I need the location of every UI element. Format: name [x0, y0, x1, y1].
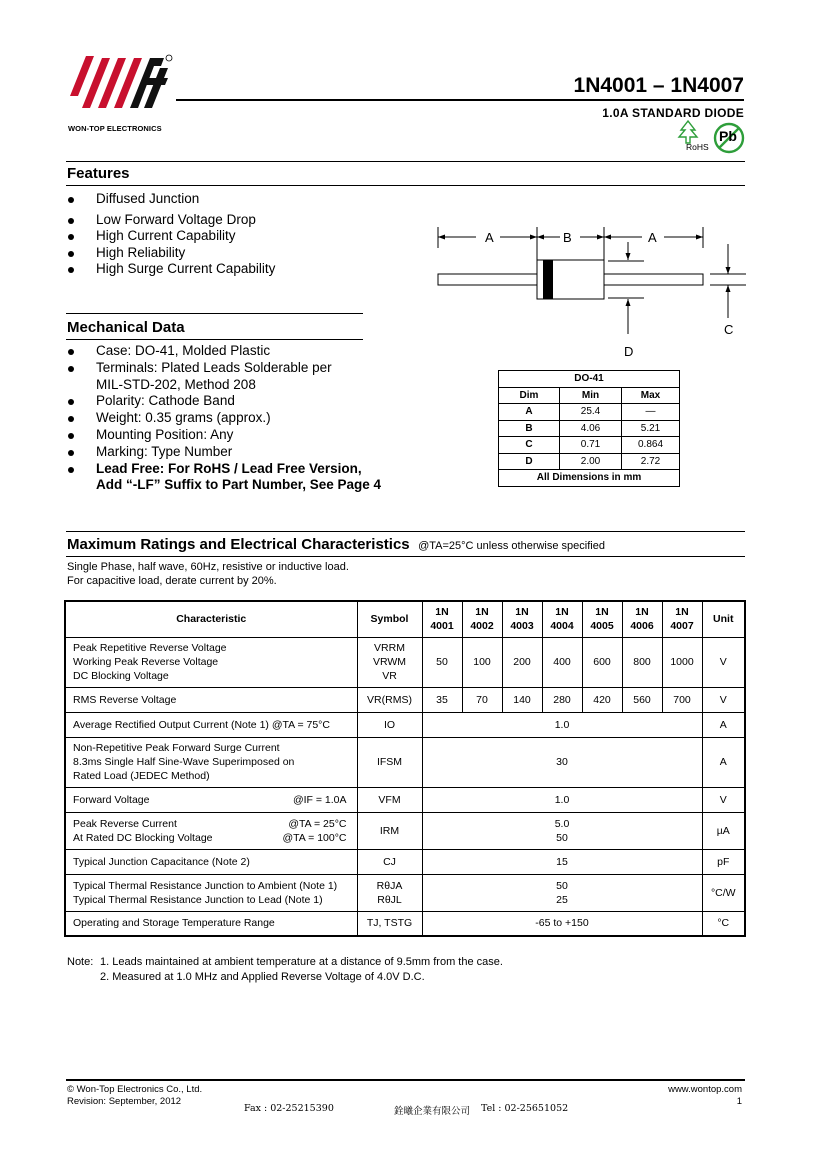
compliance-icons — [677, 120, 745, 156]
feature-item: Diffused Junction — [67, 191, 275, 208]
mechanical-top-rule — [66, 313, 363, 314]
row-irm: Peak Reverse Current @TA = 25°C At Rated DC Blocking Voltage @TA = 100°C IRM 5.0 50 µA — [65, 812, 745, 849]
note-1: 1. Leads maintained at ambient temperature at a distance of 9.5mm from the case. — [100, 956, 503, 968]
dim-cell: B — [499, 420, 560, 437]
pb-label: Pb — [719, 128, 737, 144]
ratings-table — [64, 600, 746, 937]
dim-cell: C — [499, 437, 560, 454]
mechanical-item: Polarity: Cathode Band — [67, 393, 381, 410]
features-top-rule — [66, 161, 745, 162]
mechanical-bottom-rule — [66, 339, 363, 340]
row-rms: RMS Reverse Voltage VR(RMS) 35 70 140 280 420 560 700 V — [65, 687, 745, 712]
dim-cell: — — [622, 404, 680, 421]
feature-item: High Current Capability — [67, 228, 275, 245]
logo-company-name: WON-TOP ELECTRONICS — [68, 124, 162, 133]
note-2: 2. Measured at 1.0 MHz and Applied Reverse Voltage of 4.0V D.C. — [100, 971, 425, 983]
feature-item: High Surge Current Capability — [67, 261, 275, 278]
mechanical-list — [67, 343, 381, 494]
mechanical-heading: Mechanical Data — [67, 319, 185, 336]
dim-cell: D — [499, 453, 560, 470]
row-thermal: Typical Thermal Resistance Junction to Ambient (Note 1) Typical Thermal Resistance Junction to Lead (Note 1) RθJA RθJL 50 25 °C/W — [65, 874, 745, 911]
dim-table-header: Dim — [499, 387, 560, 404]
col-part: 1N 4006 — [622, 601, 662, 637]
rohs-label: RoHS — [686, 142, 709, 152]
dim-label-a-left: A — [485, 230, 494, 245]
dim-cell: 0.864 — [622, 437, 680, 454]
feature-item: Low Forward Voltage Drop — [67, 212, 275, 229]
col-part: 1N 4005 — [582, 601, 622, 637]
dim-label-a-right: A — [648, 230, 657, 245]
footer-rule — [66, 1079, 745, 1081]
footer-fax: Fax : 02-25215390 — [244, 1103, 334, 1114]
col-part: 1N 4003 — [502, 601, 542, 637]
do41-package-diagram — [430, 222, 750, 362]
mechanical-item: Marking: Type Number — [67, 444, 381, 461]
mechanical-item: Terminals: Plated Leads Solderable per — [67, 360, 381, 377]
part-number-title: 1N4001 – 1N4007 — [573, 74, 744, 97]
ratings-condition: @TA=25°C unless otherwise specified — [418, 540, 605, 552]
col-part: 1N 4007 — [662, 601, 702, 637]
row-vfm: Forward Voltage @IF = 1.0A VFM 1.0 V — [65, 787, 745, 812]
dim-cell: A — [499, 404, 560, 421]
mechanical-item: Mounting Position: Any — [67, 427, 381, 444]
ratings-note-2: For capacitive load, derate current by 20%. — [67, 575, 277, 587]
features-heading: Features — [67, 165, 130, 182]
dim-cell: 4.06 — [560, 420, 622, 437]
dim-cell: 25.4 — [560, 404, 622, 421]
rohs-tree-icon — [677, 120, 699, 144]
footer-company-cn: 銓曦企業有限公司 — [394, 1106, 471, 1117]
col-unit: Unit — [702, 601, 745, 637]
product-subtitle: 1.0A STANDARD DIODE — [602, 106, 744, 120]
ratings-heading: Maximum Ratings and Electrical Characteristics — [67, 536, 410, 553]
dim-label-d: D — [624, 344, 634, 359]
footer-page-number: 1 — [736, 1096, 742, 1107]
row-cj: Typical Junction Capacitance (Note 2) CJ 15 pF — [65, 849, 745, 874]
features-bottom-rule — [66, 185, 745, 186]
col-part: 1N 4004 — [542, 601, 582, 637]
footer-website: www.wontop.com — [668, 1084, 742, 1095]
notes-label: Note: — [67, 956, 94, 968]
do41-dimension-table — [498, 370, 680, 487]
mechanical-item: Add “-LF” Suffix to Part Number, See Page 4 — [96, 477, 382, 493]
row-vrrm: Peak Repetitive Reverse Voltage Working Peak Reverse Voltage DC Blocking Voltage VRRM VRWM VR 50 100 200 400 600 800 1000 V — [65, 637, 745, 687]
dim-label-b: B — [563, 230, 572, 245]
mechanical-item: Case: DO-41, Molded Plastic — [67, 343, 381, 360]
col-symbol: Symbol — [357, 601, 422, 637]
dim-cell: 2.72 — [622, 453, 680, 470]
ratings-bottom-rule — [66, 556, 745, 557]
row-io: Average Rectified Output Current (Note 1) @TA = 75°C IO 1.0 A — [65, 712, 745, 737]
ratings-top-rule — [66, 531, 745, 532]
won-top-logo — [68, 52, 176, 124]
ratings-note-1: Single Phase, half wave, 60Hz, resistive or inductive load. — [67, 561, 349, 573]
dim-table-header: Min — [560, 387, 622, 404]
feature-item: High Reliability — [67, 245, 275, 262]
col-characteristic: Characteristic — [65, 601, 357, 637]
dim-table-header: Max — [622, 387, 680, 404]
mechanical-item: Lead Free: For RoHS / Lead Free Version, — [67, 461, 381, 478]
dim-cell: 0.71 — [560, 437, 622, 454]
features-list — [67, 191, 275, 278]
dim-table-title: DO-41 — [499, 371, 680, 388]
footer-copyright: © Won-Top Electronics Co., Ltd. — [67, 1084, 203, 1095]
dim-cell: 2.00 — [560, 453, 622, 470]
mechanical-item: Weight: 0.35 grams (approx.) — [67, 410, 381, 427]
dim-table-footer: All Dimensions in mm — [499, 470, 680, 487]
col-part: 1N 4001 — [422, 601, 462, 637]
col-part: 1N 4002 — [462, 601, 502, 637]
header-rule — [176, 99, 744, 101]
footer-tel: Tel : 02-25651052 — [481, 1103, 569, 1114]
mechanical-item: MIL-STD-202, Method 208 — [96, 376, 256, 392]
footer-revision: Revision: September, 2012 — [67, 1096, 182, 1107]
dim-label-c: C — [724, 322, 734, 337]
row-temperature: Operating and Storage Temperature Range TJ, TSTG -65 to +150 °C — [65, 911, 745, 936]
dim-cell: 5.21 — [622, 420, 680, 437]
ratings-heading-row — [67, 536, 605, 554]
row-ifsm: Non-Repetitive Peak Forward Surge Current 8.3ms Single Half Sine-Wave Superimposed on Rated Load (JEDEC Method) IFSM 30 A — [65, 737, 745, 787]
